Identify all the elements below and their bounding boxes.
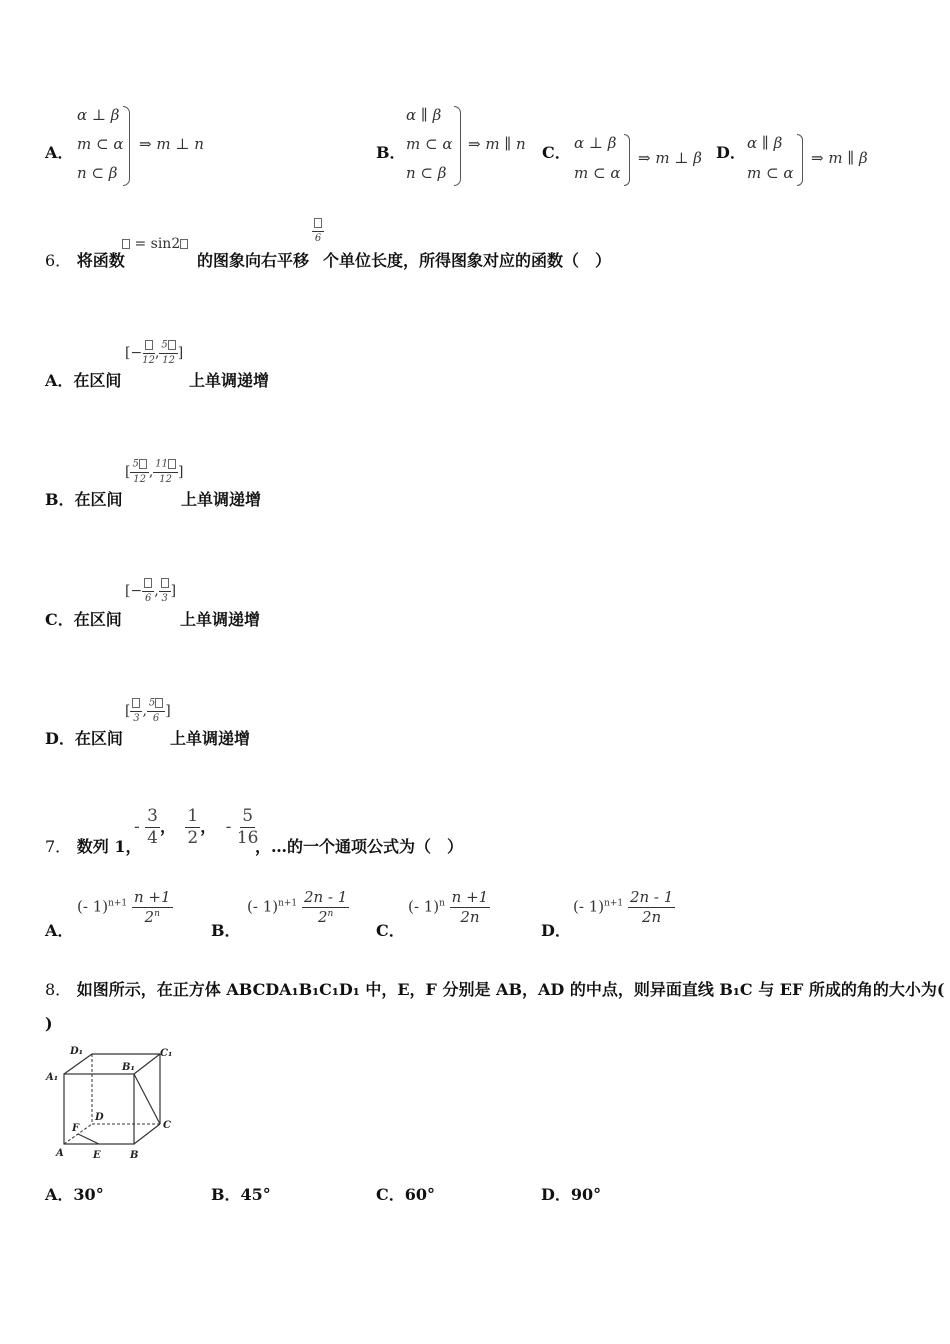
q7-terms <box>134 808 258 847</box>
cube-figure <box>44 1042 180 1166</box>
label-b: B <box>130 1150 139 1161</box>
formula-base: (- 1) <box>247 897 279 916</box>
q6-func-text: = sin2 <box>134 236 181 252</box>
label-d: D <box>95 1112 104 1123</box>
q7-option-a-label: A． <box>45 921 74 940</box>
q5-c-result: ⇒ m ⊥ β <box>638 149 702 167</box>
q6-option-a-interval: [− 12 , $\frac{5}{12}$ ] <box>125 339 184 366</box>
q5-d-brace <box>797 134 803 186</box>
interval-sign: − <box>130 344 143 361</box>
q6-stem <box>45 248 125 271</box>
q8-option-c-label: C． <box>376 1185 405 1204</box>
q8-option-a-label: A． <box>45 1185 74 1204</box>
interval-right-den: 3 <box>161 592 168 604</box>
q5-c-row-2: m ⊂ α <box>574 164 621 182</box>
formula-exp: n <box>439 898 445 909</box>
q8-option-c[interactable] <box>376 1182 435 1205</box>
interval-left-den: 6 <box>145 592 152 604</box>
q7-option-c-label: C． <box>376 921 405 940</box>
term-num: 1 <box>187 806 199 826</box>
interval-right-den: 6 <box>152 712 160 724</box>
q8-option-a[interactable] <box>45 1182 104 1205</box>
q6-option-d-label: D．在区间 <box>45 729 123 748</box>
label-b1: B₁ <box>122 1062 135 1073</box>
q7-option-c[interactable] <box>376 890 536 940</box>
q8-option-a-value: 30° <box>73 1185 104 1204</box>
cube-edge <box>64 1054 92 1074</box>
q8-stem-line-1 <box>45 977 945 1000</box>
q7-text-after: ，…的一个通项公式为（ ） <box>255 837 464 856</box>
q8-option-d-value: 90° <box>570 1185 602 1204</box>
formula-num: n +1 <box>451 888 489 906</box>
q8-option-b[interactable] <box>211 1182 271 1205</box>
q6-option-a[interactable] <box>45 340 305 390</box>
formula-den: 2n <box>642 908 662 926</box>
placeholder-glyph <box>139 459 147 469</box>
q8-number: 8． <box>45 980 72 999</box>
term-den: 4 <box>147 828 158 848</box>
cube-edge <box>134 1124 160 1144</box>
q5-d-row-1: α ∥ β <box>747 134 783 152</box>
q6-number: 6． <box>45 251 72 270</box>
q6-option-c-interval: [− 6 , 3 ] <box>125 578 176 604</box>
placeholder-glyph <box>122 239 130 249</box>
interval-right-den: 12 <box>159 473 173 485</box>
formula-num: 2n - 1 <box>629 888 674 906</box>
q7-option-a[interactable] <box>45 890 205 940</box>
placeholder-glyph <box>144 578 152 588</box>
term-sep: ， <box>200 817 217 836</box>
cube-diagonal-b1c <box>134 1074 160 1124</box>
q6-option-b-suffix: 上单调递增 <box>181 490 262 509</box>
label-f: F <box>72 1123 80 1134</box>
term-den: 16 <box>236 828 259 848</box>
q7-option-d-label: D． <box>541 921 571 940</box>
formula-exp: n+1 <box>604 898 624 909</box>
label-d1: D₁ <box>70 1046 84 1057</box>
placeholder-glyph <box>145 340 153 350</box>
q8-option-d[interactable] <box>541 1182 601 1205</box>
label-c1: C₁ <box>160 1048 173 1059</box>
formula-exp: n+1 <box>278 898 298 909</box>
q6-option-b[interactable] <box>45 459 305 509</box>
formula-num: n +1 <box>133 888 171 906</box>
cube-edge <box>134 1054 160 1074</box>
placeholder-glyph <box>168 340 176 350</box>
q7-option-b[interactable] <box>211 890 371 940</box>
q6-text-after: 个单位长度，所得图象对应的函数（ ） <box>323 251 612 270</box>
q7-term-3 <box>225 806 259 848</box>
interval-left-den: 12 <box>133 473 147 485</box>
q5-option-b-label: B． <box>376 143 406 162</box>
q6-option-b-label: B．在区间 <box>45 490 123 509</box>
q6-option-a-suffix: 上单调递增 <box>189 371 270 390</box>
q5-b-brace <box>454 106 461 186</box>
q5-option-b[interactable] <box>376 104 546 188</box>
placeholder-glyph <box>155 698 163 708</box>
q5-c-row-1: α ⊥ β <box>574 134 617 152</box>
q8-option-b-value: 45° <box>240 1185 271 1204</box>
label-a1: A₁ <box>46 1072 59 1083</box>
q5-a-row-3: n ⊂ β <box>77 164 118 182</box>
interval-left-num: 5 <box>132 458 139 470</box>
q5-option-d-label: D． <box>716 143 746 162</box>
q7-option-a-formula <box>77 890 173 925</box>
q5-option-a[interactable] <box>45 104 245 188</box>
placeholder-glyph <box>132 698 140 708</box>
q5-option-d[interactable] <box>716 132 896 188</box>
q5-a-row-2: m ⊂ α <box>77 135 124 153</box>
q6-shift-fraction <box>312 218 324 244</box>
q5-option-a-label: A． <box>45 143 74 162</box>
q5-b-result: ⇒ m ∥ n <box>468 135 526 153</box>
q5-b-row-2: m ⊂ α <box>406 135 453 153</box>
q7-option-d[interactable] <box>541 890 711 940</box>
interval-right-num: 5 <box>161 339 168 351</box>
q6-shift-den: 6 <box>314 232 322 244</box>
q5-option-c-label: C． <box>542 143 571 162</box>
q5-b-row-1: α ∥ β <box>406 106 442 124</box>
formula-exp: n+1 <box>108 898 128 909</box>
term-sep: ， <box>159 817 176 836</box>
q5-option-c[interactable] <box>542 132 717 188</box>
formula-base: (- 1) <box>77 897 109 916</box>
q5-d-result: ⇒ m ∥ β <box>811 149 868 167</box>
q5-a-brace <box>123 106 130 186</box>
q5-a-result: ⇒ m ⊥ n <box>139 135 204 153</box>
q5-a-row-1: α ⊥ β <box>77 106 120 124</box>
q5-b-row-3: n ⊂ β <box>406 164 447 182</box>
interval-left-den: 12 <box>142 354 155 366</box>
term-num: 5 <box>242 806 254 826</box>
label-c: C <box>163 1120 171 1131</box>
q5-c-brace <box>624 134 630 186</box>
term-den: 2 <box>187 828 199 848</box>
placeholder-glyph <box>180 239 188 249</box>
label-a: A <box>56 1148 64 1159</box>
q7-option-d-formula <box>573 890 675 925</box>
label-e: E <box>93 1150 101 1161</box>
q7-stem-start <box>45 834 141 857</box>
interval-sign: − <box>130 582 143 599</box>
q6-function <box>122 236 188 252</box>
q7-option-b-label: B． <box>211 921 241 940</box>
formula-den: 2 <box>144 908 155 926</box>
segment-ef <box>78 1134 99 1144</box>
q8-option-d-label: D． <box>541 1185 571 1204</box>
q6-option-b-interval: [ $\frac{5}{12}$ , $\frac{11}{12}$ ] <box>125 458 184 485</box>
q5-d-row-2: m ⊂ α <box>747 164 794 182</box>
interval-right-num: 11 <box>155 458 169 470</box>
q6-option-d-suffix: 上单调递增 <box>170 729 251 748</box>
q8-option-c-value: 60° <box>404 1185 436 1204</box>
q6-option-c[interactable] <box>45 578 305 628</box>
formula-base: (- 1) <box>408 897 440 916</box>
formula-den-exp: n <box>154 909 160 919</box>
placeholder-glyph <box>161 578 169 588</box>
term-num: 3 <box>147 806 158 826</box>
formula-den: 2n <box>460 908 480 926</box>
q7-option-c-formula <box>408 890 490 925</box>
interval-left-den: 3 <box>133 712 140 724</box>
formula-den: 2 <box>317 908 328 926</box>
q7-option-b-formula <box>247 890 349 925</box>
q6-option-a-label: A．在区间 <box>45 371 122 390</box>
q8-option-b-label: B． <box>211 1185 241 1204</box>
q6-option-c-label: C．在区间 <box>45 610 122 629</box>
placeholder-glyph <box>314 218 322 228</box>
q8-text: 如图所示，在正方体 ABCDA₁B₁C₁D₁ 中，E，F 分别是 AB，AD 的中点，则异面直线 B₁C 与 EF 所成的角的大小为( <box>76 980 945 999</box>
q7-term-2 <box>185 806 200 848</box>
q7-text-before: 数列 1， <box>76 837 142 856</box>
q6-text-before: 将函数 <box>76 251 125 270</box>
q6-option-d[interactable] <box>45 698 305 748</box>
q6-text-mid: 的图象向右平移 <box>197 251 310 270</box>
term-sign: - <box>134 817 140 837</box>
q6-option-c-suffix: 上单调递增 <box>180 610 261 629</box>
q6-option-d-interval: [ 3 , $\frac{5}{6}$ ] <box>125 697 171 724</box>
formula-den-exp: n <box>327 909 334 919</box>
interval-right-den: 12 <box>162 354 175 366</box>
q8-stem-line-2: ) <box>45 1014 53 1033</box>
interval-right-num: 5 <box>148 697 156 709</box>
term-sign: - <box>225 817 232 837</box>
q7-number: 7． <box>45 837 72 856</box>
q7-term-1 <box>134 806 160 848</box>
formula-num: 2n - 1 <box>303 888 348 906</box>
placeholder-glyph <box>168 459 176 469</box>
formula-base: (- 1) <box>573 897 605 916</box>
